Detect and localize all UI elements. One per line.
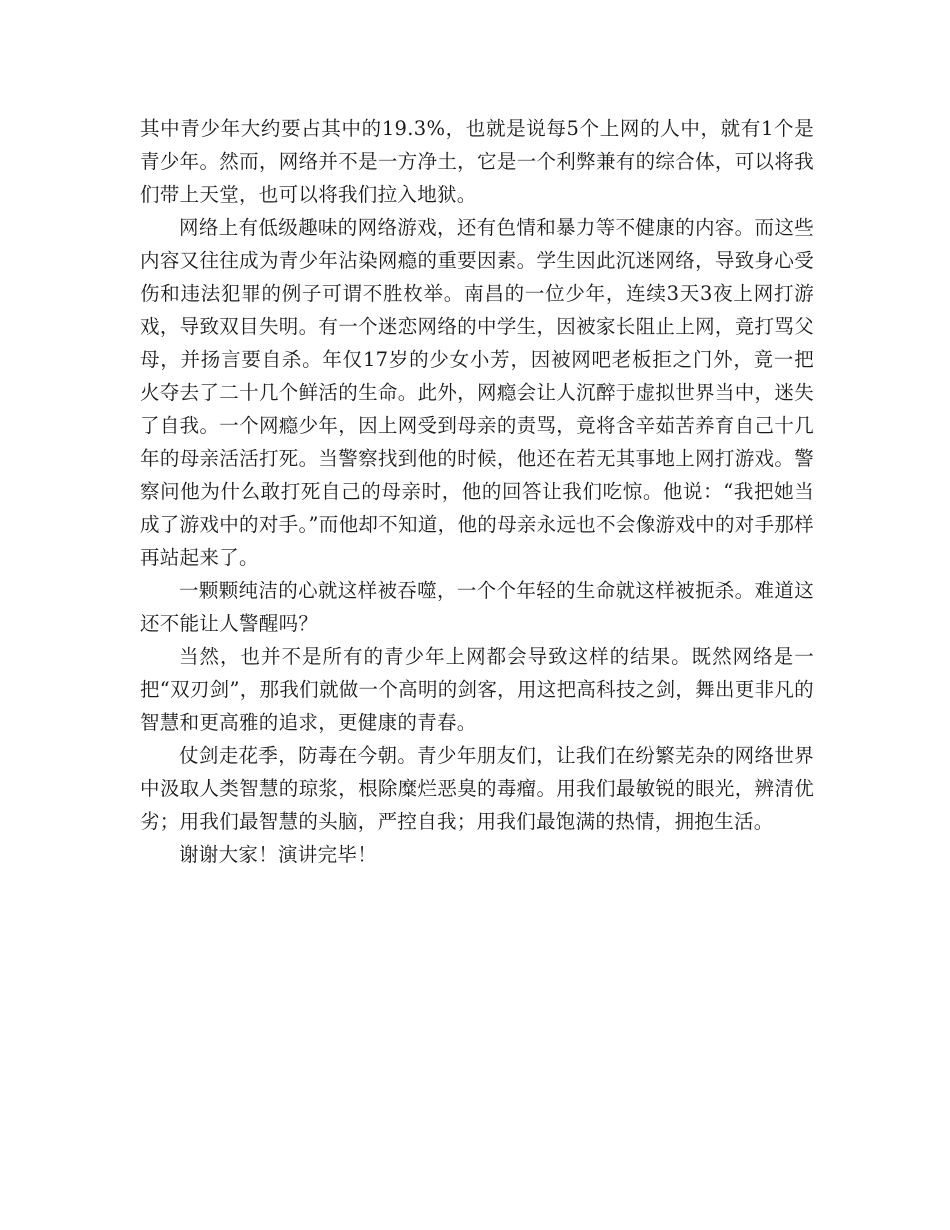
paragraph-warning: 一颗颗纯洁的心就这样被吞噬，一个个年轻的生命就这样被扼杀。难道这还不能让人警醒吗？: [140, 579, 814, 635]
paragraph-closing: 谢谢大家！演讲完毕！: [179, 843, 378, 866]
paragraph-call-to-action: 仗剑走花季，防毒在今朝。青少年朋友们，让我们在纷繁芜杂的网络世界中汲取人类智慧的琼浆，根除糜烂恶臭的毒瘤。用我们最敏锐的眼光，辨清优劣；用我们最智慧的头脑，严控自我；用我们最饱满的热情，拥抱生活。: [140, 744, 814, 833]
speech-body: [140, 112, 814, 871]
paragraph-internet-dangers: 网络上有低级趣味的网络游戏，还有色情和暴力等不健康的内容。而这些内容又往往成为青少年沾染网瘾的重要因素。学生因此沉迷网络，导致身心受伤和违法犯罪的例子可谓不胜枚举。南昌的一位少年，连续3天3夜上网打游戏，导致双目失明。有一个迷恋网络的中学生，因被家长阻止上网，竟打骂父母，并扬言要自杀。年仅17岁的少女小芳，因被网吧老板拒之门外，竟一把火夺去了二十几个鲜活的生命。此外，网瘾会让人沉醉于虚拟世界当中，迷失了自我。一个网瘾少年，因上网受到母亲的责骂，竟将含辛茹苦养育自己十几年的母亲活活打死。当警察找到他的时候，他还在若无其事地上网打游戏。警察问他为什么敢打死自己的母亲时，他的回答让我们吃惊。他说：“我把她当成了游戏中的对手。”而他却不知道，他的母亲永远也不会像游戏中的对手那样再站起来了。: [140, 216, 814, 569]
paragraph-continuation: 其中青少年大约要占其中的19.3%，也就是说每5个上网的人中，就有1个是青少年。然而，网络并不是一方净土，它是一个利弊兼有的综合体，可以将我们带上天堂，也可以将我们拉入地狱。: [140, 117, 814, 206]
paragraph-double-edged-sword: 当然，也并不是所有的青少年上网都会导致这样的结果。既然网络是一把“双刃剑”，那我们就做一个高明的剑客，用这把高科技之剑，舞出更非凡的智慧和更高雅的追求，更健康的青春。: [140, 645, 814, 734]
